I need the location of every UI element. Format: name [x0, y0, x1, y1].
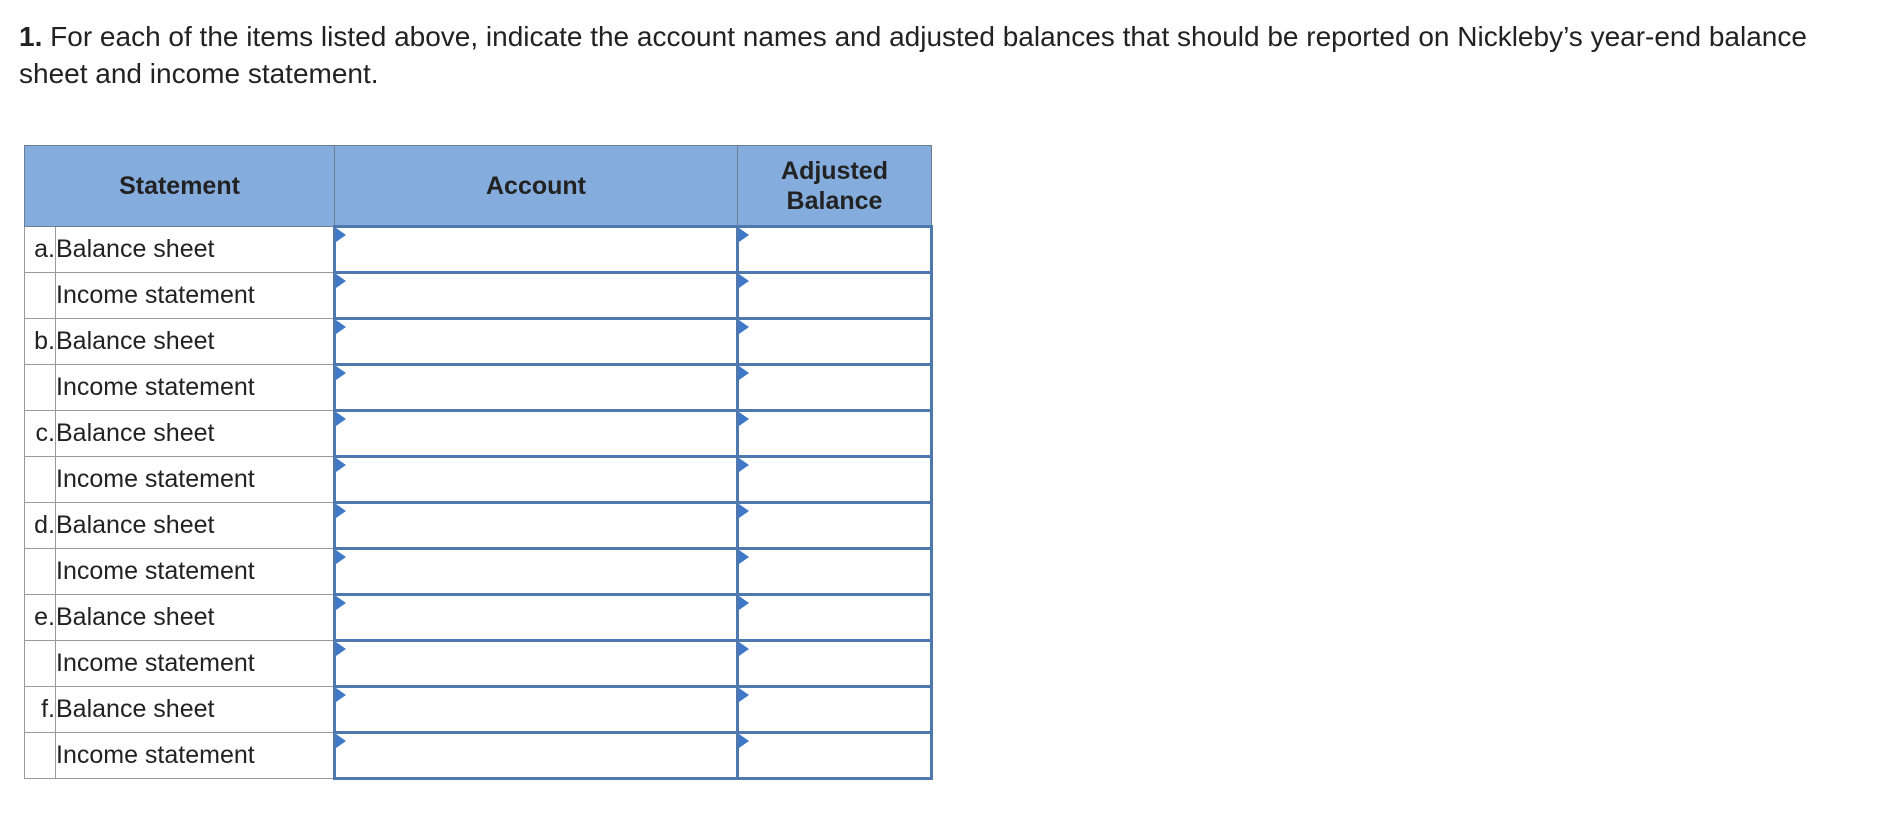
account-input[interactable] [336, 504, 736, 547]
answer-table [24, 145, 933, 780]
adjusted-balance-cell[interactable] [738, 227, 932, 273]
account-input[interactable] [336, 320, 736, 363]
adjusted-balance-cell[interactable] [738, 595, 932, 641]
dropdown-triangle-icon[interactable] [336, 412, 346, 426]
adjusted-balance-input[interactable] [739, 366, 930, 409]
dropdown-triangle-icon[interactable] [739, 274, 749, 288]
row-letter [25, 733, 56, 779]
account-input[interactable] [336, 274, 736, 317]
dropdown-triangle-icon[interactable] [336, 504, 346, 518]
account-cell[interactable] [335, 365, 738, 411]
account-input[interactable] [336, 734, 736, 777]
row-statement-label: Income statement [56, 273, 335, 319]
account-cell[interactable] [335, 503, 738, 549]
header-adjusted-balance [738, 146, 932, 227]
dropdown-triangle-icon[interactable] [739, 504, 749, 518]
dropdown-triangle-icon[interactable] [739, 596, 749, 610]
dropdown-triangle-icon[interactable] [739, 412, 749, 426]
header-statement: Statement [25, 146, 335, 227]
dropdown-triangle-icon[interactable] [739, 228, 749, 242]
header-account: Account [335, 146, 738, 227]
account-input[interactable] [336, 366, 736, 409]
dropdown-triangle-icon[interactable] [336, 320, 346, 334]
row-statement-label: Income statement [56, 365, 335, 411]
account-cell[interactable] [335, 549, 738, 595]
table-row [25, 503, 932, 549]
table-row [25, 457, 932, 503]
adjusted-balance-input[interactable] [739, 228, 930, 271]
dropdown-triangle-icon[interactable] [739, 734, 749, 748]
account-cell[interactable] [335, 319, 738, 365]
dropdown-triangle-icon[interactable] [336, 274, 346, 288]
dropdown-triangle-icon[interactable] [739, 642, 749, 656]
header-row [25, 146, 932, 227]
adjusted-balance-input[interactable] [739, 320, 930, 363]
adjusted-balance-input[interactable] [739, 688, 930, 731]
adjusted-balance-cell[interactable] [738, 411, 932, 457]
row-statement-label: Balance sheet [56, 503, 335, 549]
row-letter [25, 641, 56, 687]
dropdown-triangle-icon[interactable] [739, 550, 749, 564]
adjusted-balance-input[interactable] [739, 642, 930, 685]
row-letter [25, 549, 56, 595]
question-text: For each of the items listed above, indicate the account names and adjusted balances that should be reported on Nickleby’s year-end balance sheet and income statement. [19, 21, 1807, 89]
dropdown-triangle-icon[interactable] [336, 596, 346, 610]
account-cell[interactable] [335, 595, 738, 641]
adjusted-balance-cell[interactable] [738, 457, 932, 503]
dropdown-triangle-icon[interactable] [336, 642, 346, 656]
account-input[interactable] [336, 412, 736, 455]
account-input[interactable] [336, 688, 736, 731]
table-row [25, 227, 932, 273]
dropdown-triangle-icon[interactable] [336, 366, 346, 380]
table-row [25, 319, 932, 365]
table-row [25, 733, 932, 779]
table-row [25, 411, 932, 457]
table-row [25, 687, 932, 733]
row-statement-label: Balance sheet [56, 595, 335, 641]
table-row [25, 365, 932, 411]
table-row [25, 273, 932, 319]
adjusted-balance-input[interactable] [739, 734, 930, 777]
row-statement-label: Balance sheet [56, 319, 335, 365]
account-cell[interactable] [335, 733, 738, 779]
account-cell[interactable] [335, 411, 738, 457]
header-adjusted-balance-label: Adjusted Balance [781, 156, 888, 215]
adjusted-balance-cell[interactable] [738, 273, 932, 319]
row-statement-label: Income statement [56, 549, 335, 595]
row-letter: a. [25, 227, 56, 273]
adjusted-balance-cell[interactable] [738, 503, 932, 549]
row-letter [25, 457, 56, 503]
dropdown-triangle-icon[interactable] [336, 458, 346, 472]
dropdown-triangle-icon[interactable] [739, 366, 749, 380]
adjusted-balance-input[interactable] [739, 550, 930, 593]
adjusted-balance-input[interactable] [739, 412, 930, 455]
dropdown-triangle-icon[interactable] [336, 688, 346, 702]
adjusted-balance-input[interactable] [739, 458, 930, 501]
row-letter: f. [25, 687, 56, 733]
adjusted-balance-input[interactable] [739, 274, 930, 317]
row-statement-label: Balance sheet [56, 411, 335, 457]
row-statement-label: Income statement [56, 641, 335, 687]
dropdown-triangle-icon[interactable] [336, 734, 346, 748]
row-letter: e. [25, 595, 56, 641]
row-letter [25, 273, 56, 319]
account-cell[interactable] [335, 457, 738, 503]
account-cell[interactable] [335, 227, 738, 273]
account-input[interactable] [336, 228, 736, 271]
adjusted-balance-cell[interactable] [738, 687, 932, 733]
question-prompt [19, 18, 1879, 92]
dropdown-triangle-icon[interactable] [739, 688, 749, 702]
account-input[interactable] [336, 550, 736, 593]
account-input[interactable] [336, 642, 736, 685]
row-statement-label: Balance sheet [56, 687, 335, 733]
adjusted-balance-cell[interactable] [738, 319, 932, 365]
adjusted-balance-cell[interactable] [738, 733, 932, 779]
account-cell[interactable] [335, 687, 738, 733]
account-cell[interactable] [335, 273, 738, 319]
account-input[interactable] [336, 596, 736, 639]
dropdown-triangle-icon[interactable] [739, 458, 749, 472]
row-letter: b. [25, 319, 56, 365]
row-letter [25, 365, 56, 411]
adjusted-balance-cell[interactable] [738, 365, 932, 411]
table-row [25, 641, 932, 687]
row-statement-label: Income statement [56, 457, 335, 503]
table-row [25, 549, 932, 595]
adjusted-balance-cell[interactable] [738, 549, 932, 595]
table-row [25, 595, 932, 641]
question-number: 1. [19, 21, 43, 52]
adjusted-balance-input[interactable] [739, 504, 930, 547]
dropdown-triangle-icon[interactable] [336, 228, 346, 242]
dropdown-triangle-icon[interactable] [739, 320, 749, 334]
row-letter: d. [25, 503, 56, 549]
account-cell[interactable] [335, 641, 738, 687]
row-statement-label: Balance sheet [56, 227, 335, 273]
row-statement-label: Income statement [56, 733, 335, 779]
dropdown-triangle-icon[interactable] [336, 550, 346, 564]
account-input[interactable] [336, 458, 736, 501]
adjusted-balance-cell[interactable] [738, 641, 932, 687]
adjusted-balance-input[interactable] [739, 596, 930, 639]
row-letter: c. [25, 411, 56, 457]
